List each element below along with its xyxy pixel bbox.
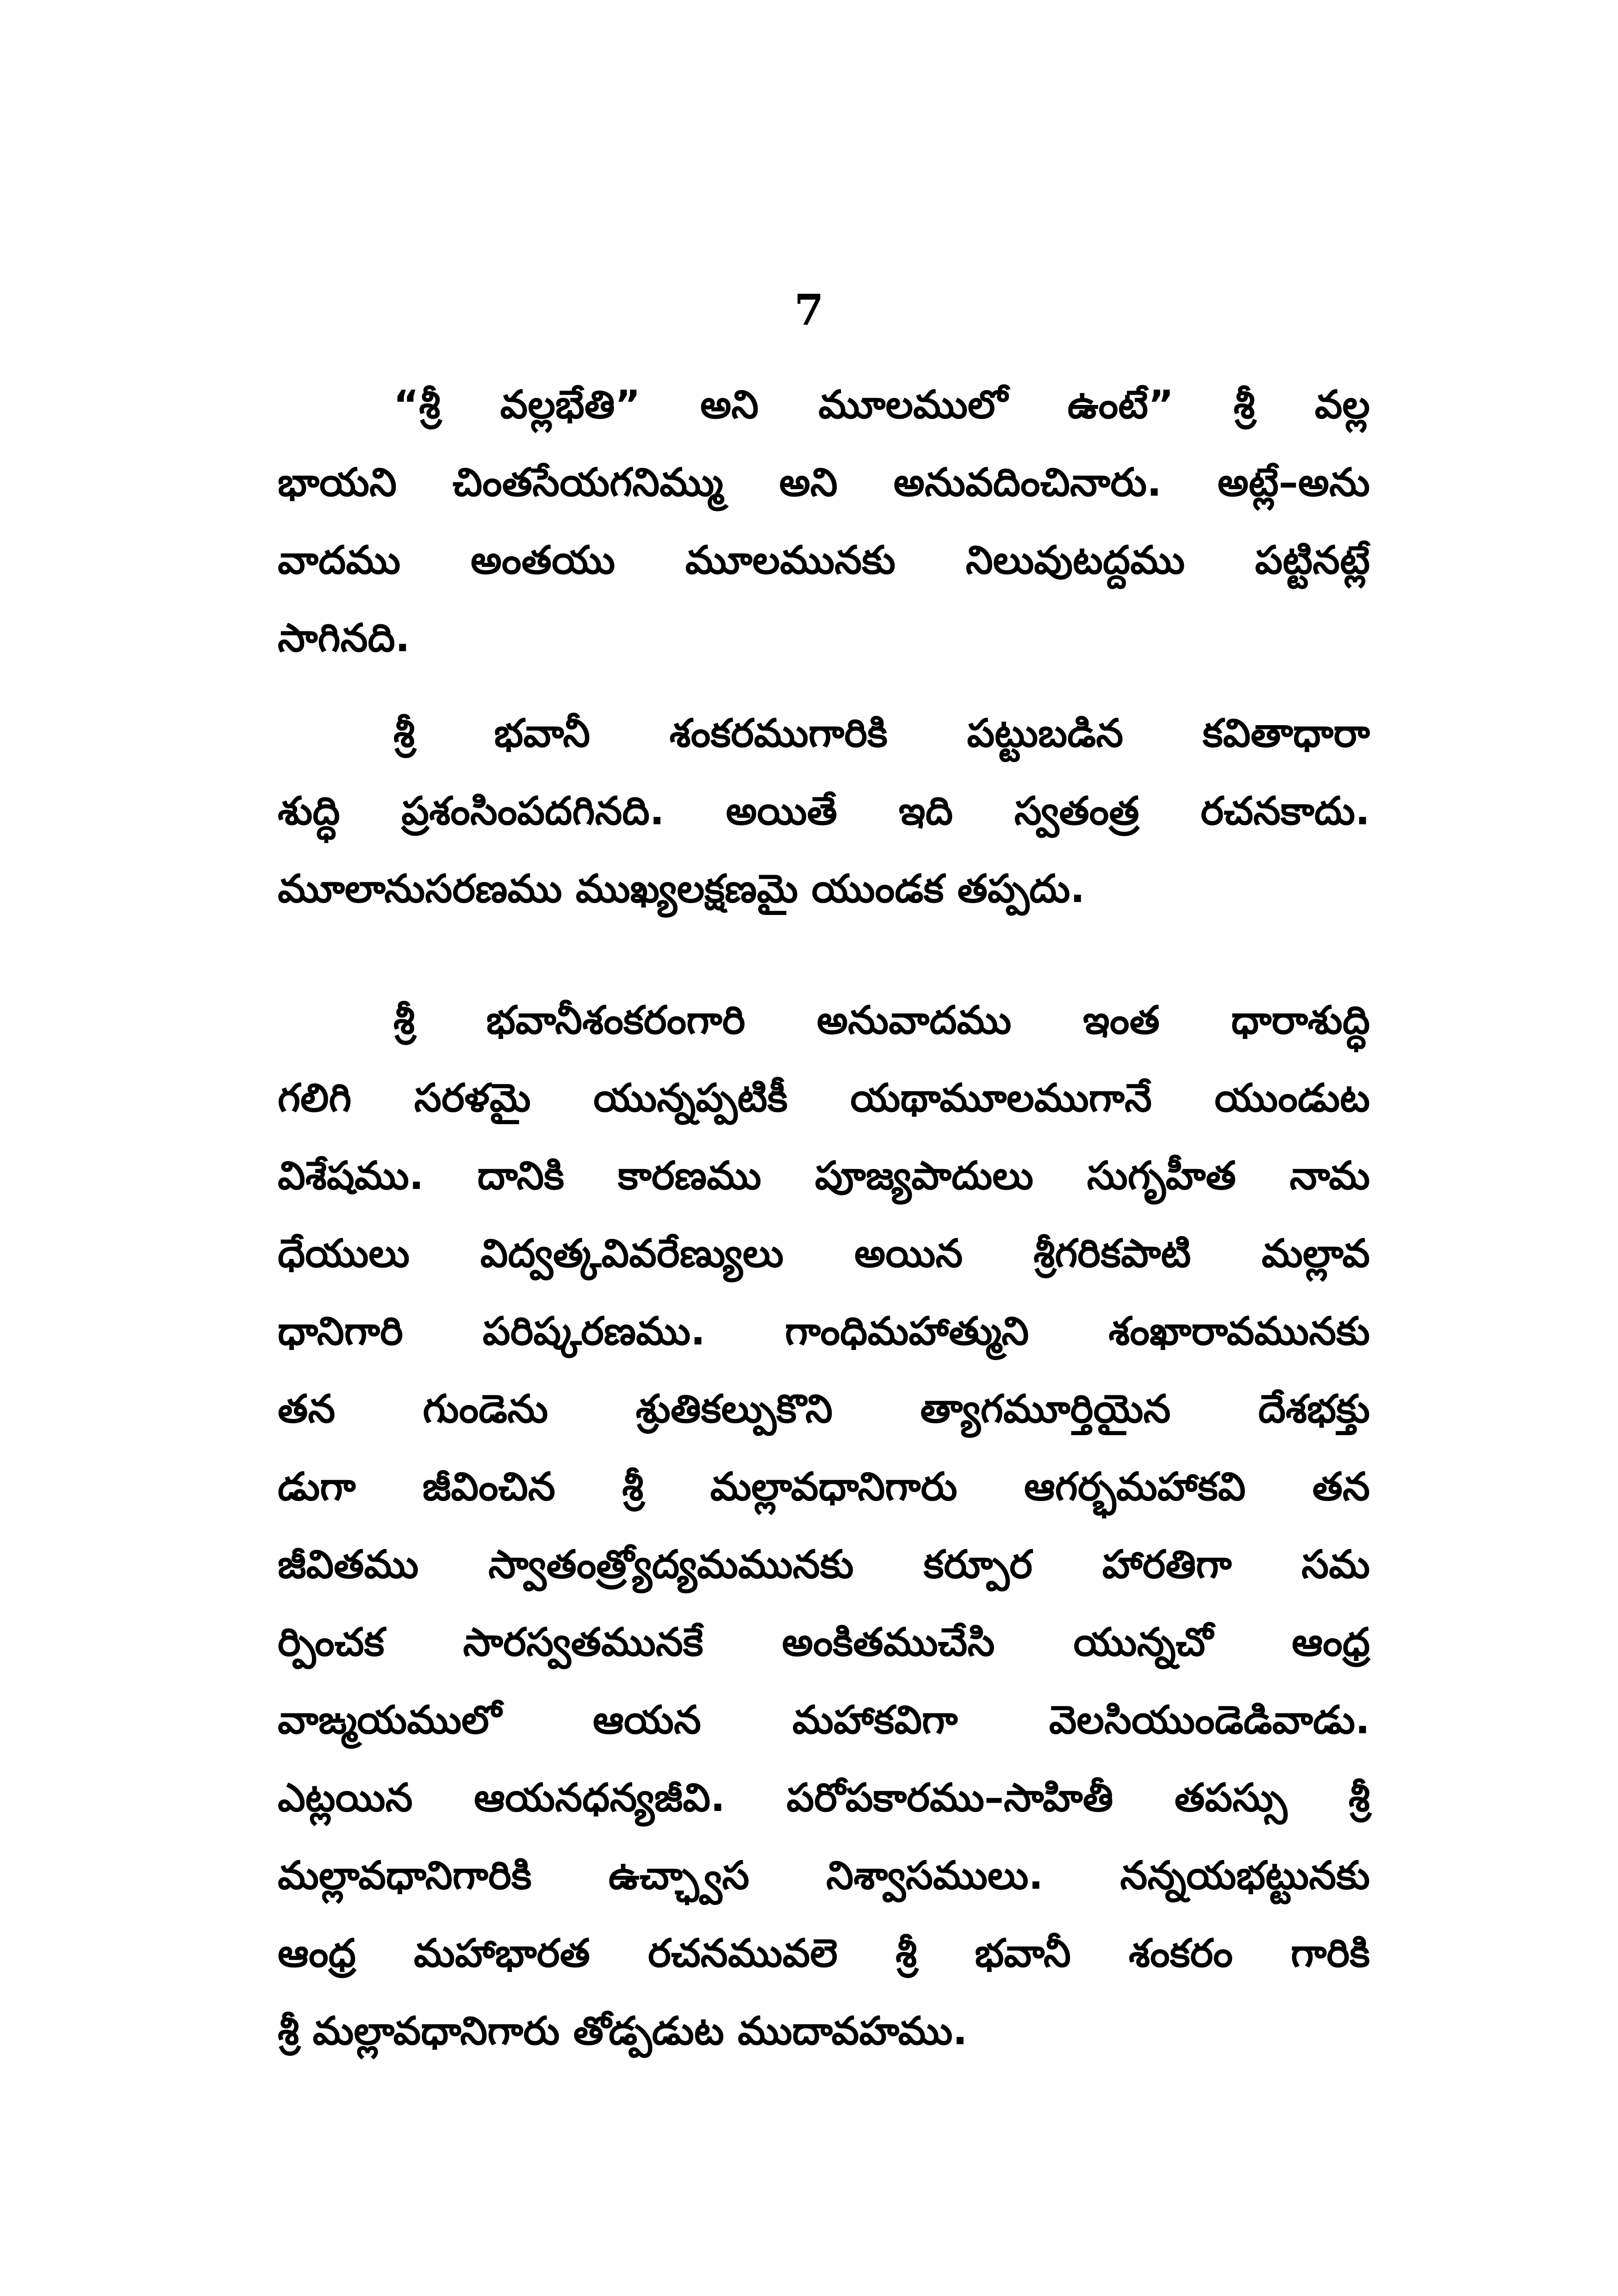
paragraph-line: విశేషము. దానికి కారణము పూజ్యపాదులు సుగృహీత నామ	[278, 1153, 1370, 1198]
paragraph-line: మల్లావధానిగారికి ఉచ్ఛ్వాస నిశ్వాసములు. నన్నయభట్టునకు	[278, 1853, 1370, 1898]
paragraph-1	[278, 366, 1370, 677]
paragraph-line: ఆంధ్ర మహాభారత రచనమువలె శ్రీ భవానీ శంకరం గారికి	[278, 1930, 1370, 1976]
paragraph-line: శ్రీ భవానీశంకరంగారి అనువాదము ఇంత ధారాశుద్ధి	[393, 997, 1370, 1043]
paragraph-line: ధేయులు విద్వత్కవివరేణ్యులు అయిన శ్రీగరికపాటి మల్లావ	[278, 1231, 1370, 1276]
paragraph-line: ర్పించక సారస్వతమునకే అంకితముచేసి యున్నచో ఆంధ్ర	[278, 1619, 1370, 1665]
paragraph-line: శుద్ధి ప్రశంసింపదగినది. అయితే ఇది స్వతంత్ర రచనకాదు.	[278, 788, 1370, 834]
paragraph-line: గలిగి సరళమై యున్నప్పటికీ యథామూలముగానే యుండుట	[278, 1075, 1370, 1120]
paragraph-line: సాగినది.	[278, 615, 410, 660]
page-number: 7	[794, 285, 824, 335]
paragraph-line: జీవితము స్వాతంత్ర్యోద్యమమునకు కర్పూర హారతిగా సమ	[278, 1542, 1370, 1587]
paragraph-line: వాఙ్మయములో ఆయన మహాకవిగా వెలసియుండెడివాడు.	[278, 1697, 1370, 1742]
paragraph-line: శ్రీ భవానీ శంకరముగారికి పట్టుబడిన కవితాధారా	[393, 710, 1370, 756]
paragraph-line: ఎట్లయిన ఆయనధన్యజీవి. పరోపకారము–సాహితీ తపస్సు శ్రీ	[278, 1775, 1370, 1820]
paragraph-3	[278, 981, 1370, 2070]
paragraph-line: మూలానుసరణము ముఖ్యలక్షణమై యుండక తప్పదు.	[278, 866, 1085, 911]
paragraph-line: శ్రీ మల్లావధానిగారు తోడ్పడుట ముదావహము.	[278, 2008, 968, 2053]
paragraph-line: భాయని చింతసేయగనిమ్ము అని అనువదించినారు. అట్లే–అను	[278, 460, 1370, 505]
paragraph-2	[278, 694, 1370, 927]
paragraph-line: డుగా జీవించిన శ్రీ మల్లావధానిగారు ఆగర్భమహాకవి తన	[278, 1464, 1370, 1509]
paragraph-line: ధానిగారి పరిష్కరణము. గాంధిమహాత్ముని శంఖారావమునకు	[278, 1308, 1370, 1354]
paragraph-line: “శ్రీ వల్లభేతి” అని మూలములో ఉంటే” శ్రీ వల్ల	[393, 382, 1370, 427]
paragraph-line: వాదము అంతయు మూలమునకు నిలువుటద్దము పట్టినట్లే	[278, 537, 1370, 583]
paragraph-line: తన గుండెను శ్రుతికల్పుకొని త్యాగమూర్తియైన దేశభక్తు	[278, 1386, 1370, 1431]
